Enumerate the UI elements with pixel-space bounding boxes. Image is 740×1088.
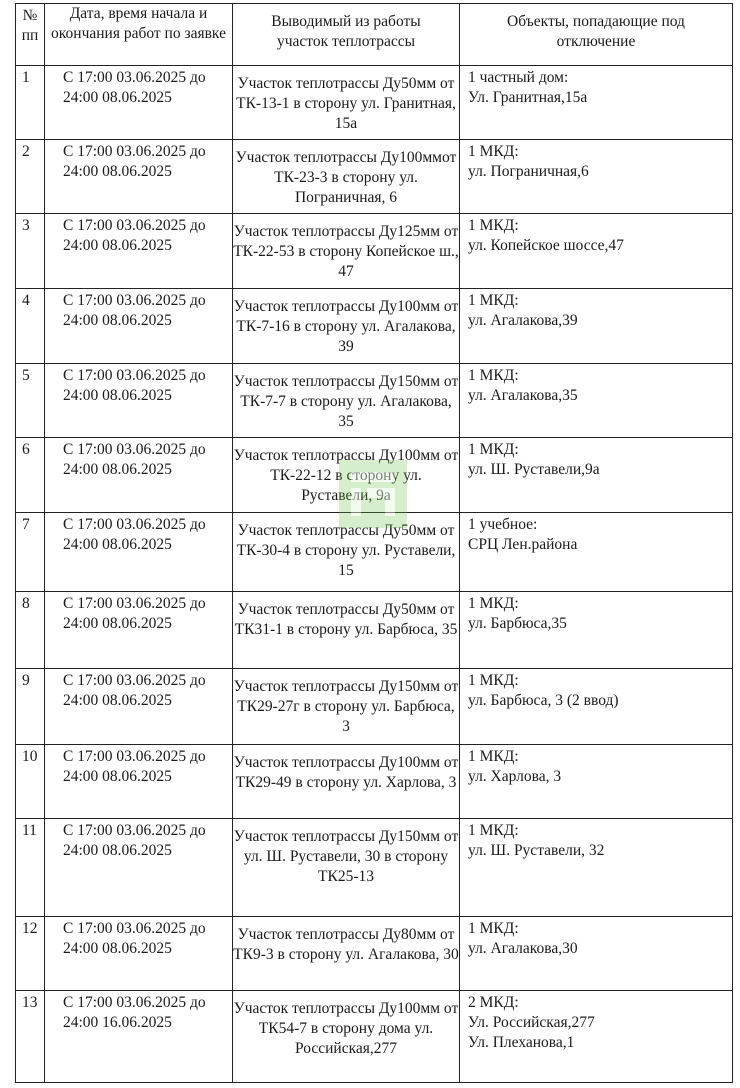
row-number: 4 (22, 292, 30, 309)
row-date-cell (45, 669, 233, 745)
row-date: С 17:00 03.06.2025 до 24:00 08.06.2025 (63, 748, 206, 785)
row-date-cell (45, 592, 233, 669)
row-number: 3 (22, 217, 30, 234)
row-number: 5 (22, 367, 30, 384)
header-section-text: Выводимый из работы участок теплотрассы (271, 13, 421, 50)
row-section-cell (233, 819, 460, 917)
row-number-cell (16, 289, 45, 364)
header-section (233, 4, 460, 66)
row-date-cell (45, 66, 233, 140)
table-row (16, 592, 733, 669)
object-line: ул. Барбюса,35 (468, 615, 567, 632)
row-objects (460, 819, 732, 861)
row-section: Участок теплотрассы Ду50мм от ТК-30-4 в сторону ул. Руставели, 15 (236, 522, 456, 579)
table-row (16, 745, 733, 819)
row-section-cell (233, 917, 460, 991)
object-line: 1 МКД: (468, 672, 519, 689)
row-objects-cell (460, 214, 733, 289)
row-section-cell (233, 592, 460, 669)
row-date: С 17:00 03.06.2025 до 24:00 08.06.2025 (63, 920, 206, 957)
row-objects-cell (460, 289, 733, 364)
header-date-text: Дата, время начала и окончания работ по заявке (51, 5, 226, 42)
row-date: С 17:00 03.06.2025 до 24:00 08.06.2025 (63, 822, 206, 859)
object-line: Ул. Гранитная,15а (468, 89, 588, 106)
object-line: 1 МКД: (468, 292, 519, 309)
row-number-cell (16, 991, 45, 1083)
row-section: Участок теплотрассы Ду100мм от ТК54-7 в сторону дома ул. Российская,277 (233, 1000, 459, 1057)
row-date-cell (45, 991, 233, 1083)
object-line: 1 МКД: (468, 595, 519, 612)
row-objects (460, 917, 732, 959)
row-date: С 17:00 03.06.2025 до 24:00 08.06.2025 (63, 516, 206, 553)
table-row (16, 669, 733, 745)
row-number-cell (16, 364, 45, 438)
row-section: Участок теплотрассы Ду100мм от ТК-22-12 в сторону ул. Руставели, 9а (233, 447, 459, 504)
object-line: ул. Агалакова,35 (468, 387, 578, 404)
row-number: 2 (22, 143, 30, 160)
outage-table (15, 3, 733, 1083)
table-row (16, 819, 733, 917)
object-line: ул. Агалакова,39 (468, 312, 578, 329)
row-date-cell (45, 745, 233, 819)
header-objects (460, 4, 733, 66)
row-objects (460, 438, 732, 480)
row-date: С 17:00 03.06.2025 до 24:00 08.06.2025 (63, 367, 206, 404)
object-line: 1 МКД: (468, 143, 519, 160)
row-objects-cell (460, 917, 733, 991)
header-num-text: № пп (21, 7, 39, 44)
object-line: 1 МКД: (468, 748, 519, 765)
header-num (16, 4, 45, 66)
row-objects (460, 991, 732, 1053)
row-date: С 17:00 03.06.2025 до 24:00 08.06.2025 (63, 595, 206, 632)
row-number-cell (16, 592, 45, 669)
object-line: ул. Ш. Руставели,9а (468, 461, 600, 478)
object-line: 1 МКД: (468, 441, 519, 458)
row-section-cell (233, 214, 460, 289)
row-objects-cell (460, 592, 733, 669)
row-objects (460, 66, 732, 108)
table-header-row (16, 4, 733, 66)
header-date (45, 4, 233, 66)
table-row (16, 991, 733, 1083)
row-objects (460, 513, 732, 555)
row-number-cell (16, 669, 45, 745)
row-number-cell (16, 214, 45, 289)
table-row (16, 513, 733, 592)
row-section: Участок теплотрассы Ду150мм от ул. Ш. Руставели, 30 в сторону ТК25-13 (233, 828, 459, 885)
row-objects (460, 364, 732, 406)
row-number: 13 (22, 994, 38, 1011)
table-row (16, 140, 733, 214)
row-objects (460, 214, 732, 256)
row-date-cell (45, 140, 233, 214)
object-line: 1 МКД: (468, 217, 519, 234)
row-objects (460, 140, 732, 182)
row-date-cell (45, 364, 233, 438)
row-number-cell (16, 66, 45, 140)
row-objects (460, 289, 732, 331)
object-line: 1 МКД: (468, 920, 519, 937)
row-objects (460, 745, 732, 787)
object-line: ул. Харлова, 3 (468, 768, 562, 785)
row-section-cell (233, 513, 460, 592)
row-section-cell (233, 991, 460, 1083)
table-row (16, 364, 733, 438)
row-number: 8 (22, 595, 30, 612)
table-row (16, 917, 733, 991)
row-date: С 17:00 03.06.2025 до 24:00 08.06.2025 (63, 143, 206, 180)
row-section-cell (233, 669, 460, 745)
row-date-cell (45, 917, 233, 991)
object-line: 1 МКД: (468, 367, 519, 384)
row-section: Участок теплотрассы Ду80мм от ТК9-3 в сторону ул. Агалакова, 30 (233, 926, 459, 963)
row-date: С 17:00 03.06.2025 до 24:00 08.06.2025 (63, 217, 206, 254)
row-section: Участок теплотрассы Ду100ммот ТК-23-3 в сторону ул. Пограничная, 6 (235, 149, 457, 206)
object-line: Ул. Российская,277 (468, 1014, 595, 1031)
object-line: ул. Агалакова,30 (468, 940, 578, 957)
row-number-cell (16, 438, 45, 513)
table-row (16, 214, 733, 289)
object-line: ул. Ш. Руставели, 32 (468, 842, 605, 859)
object-line: 1 учебное: (468, 516, 538, 533)
row-objects-cell (460, 66, 733, 140)
row-section: Участок теплотрассы Ду150мм от ТК-7-7 в сторону ул. Агалакова, 35 (233, 373, 459, 430)
row-date: С 17:00 03.06.2025 до 24:00 08.06.2025 (63, 292, 206, 329)
object-line: 2 МКД: (468, 994, 519, 1011)
row-date-cell (45, 438, 233, 513)
table-body (16, 66, 733, 1083)
object-line: Ул. Плеханова,1 (468, 1034, 575, 1051)
row-number-cell (16, 819, 45, 917)
row-section: Участок теплотрассы Ду125мм от ТК-22-53 в сторону Копейское ш., 47 (233, 223, 459, 280)
row-section-cell (233, 66, 460, 140)
row-section-cell (233, 364, 460, 438)
row-objects-cell (460, 364, 733, 438)
row-objects (460, 669, 732, 711)
row-number-cell (16, 745, 45, 819)
object-line: 1 МКД: (468, 822, 519, 839)
object-line: 1 частный дом: (468, 69, 569, 86)
row-date-cell (45, 513, 233, 592)
row-number: 10 (22, 748, 38, 765)
table-row (16, 289, 733, 364)
row-section: Участок теплотрассы Ду50мм от ТК31-1 в сторону ул. Барбюса, 35 (234, 601, 458, 638)
table-row (16, 66, 733, 140)
row-number: 9 (22, 672, 30, 689)
object-line: СРЦ Лен.района (468, 536, 578, 553)
object-line: ул. Барбюса, 3 (2 ввод) (468, 692, 619, 709)
row-number-cell (16, 513, 45, 592)
row-objects-cell (460, 513, 733, 592)
row-date: С 17:00 03.06.2025 до 24:00 08.06.2025 (63, 441, 206, 478)
row-section-cell (233, 140, 460, 214)
row-objects-cell (460, 438, 733, 513)
row-date-cell (45, 214, 233, 289)
row-objects-cell (460, 819, 733, 917)
row-number: 7 (22, 516, 30, 533)
row-number: 6 (22, 441, 30, 458)
row-objects-cell (460, 669, 733, 745)
row-objects-cell (460, 140, 733, 214)
row-objects (460, 592, 732, 634)
row-section: Участок теплотрассы Ду50мм от ТК-13-1 в сторону ул. Гранитная, 15а (236, 75, 456, 132)
row-date: С 17:00 03.06.2025 до 24:00 08.06.2025 (63, 69, 206, 106)
row-objects-cell (460, 745, 733, 819)
row-section: Участок теплотрассы Ду100мм от ТК29-49 в сторону ул. Харлова, 3 (233, 754, 459, 791)
row-date-cell (45, 819, 233, 917)
header-objects-text: Объекты, попадающие под отключение (507, 13, 685, 50)
row-date: С 17:00 03.06.2025 до 24:00 08.06.2025 (63, 672, 206, 709)
row-number: 11 (22, 822, 37, 839)
row-number-cell (16, 140, 45, 214)
row-section: Участок теплотрассы Ду150мм от ТК29-27г в сторону ул. Барбюса, 3 (233, 678, 459, 735)
row-date-cell (45, 289, 233, 364)
row-number: 12 (22, 920, 38, 937)
row-number-cell (16, 917, 45, 991)
row-section: Участок теплотрассы Ду100мм от ТК-7-16 в сторону ул. Агалакова, 39 (233, 298, 459, 355)
row-section-cell (233, 745, 460, 819)
row-section-cell (233, 438, 460, 513)
row-date: С 17:00 03.06.2025 до 24:00 16.06.2025 (63, 994, 206, 1031)
row-number: 1 (22, 69, 30, 86)
row-section-cell (233, 289, 460, 364)
table-row (16, 438, 733, 513)
row-objects-cell (460, 991, 733, 1083)
object-line: ул. Пограничная,6 (468, 163, 589, 180)
object-line: ул. Копейское шоссе,47 (468, 237, 624, 254)
